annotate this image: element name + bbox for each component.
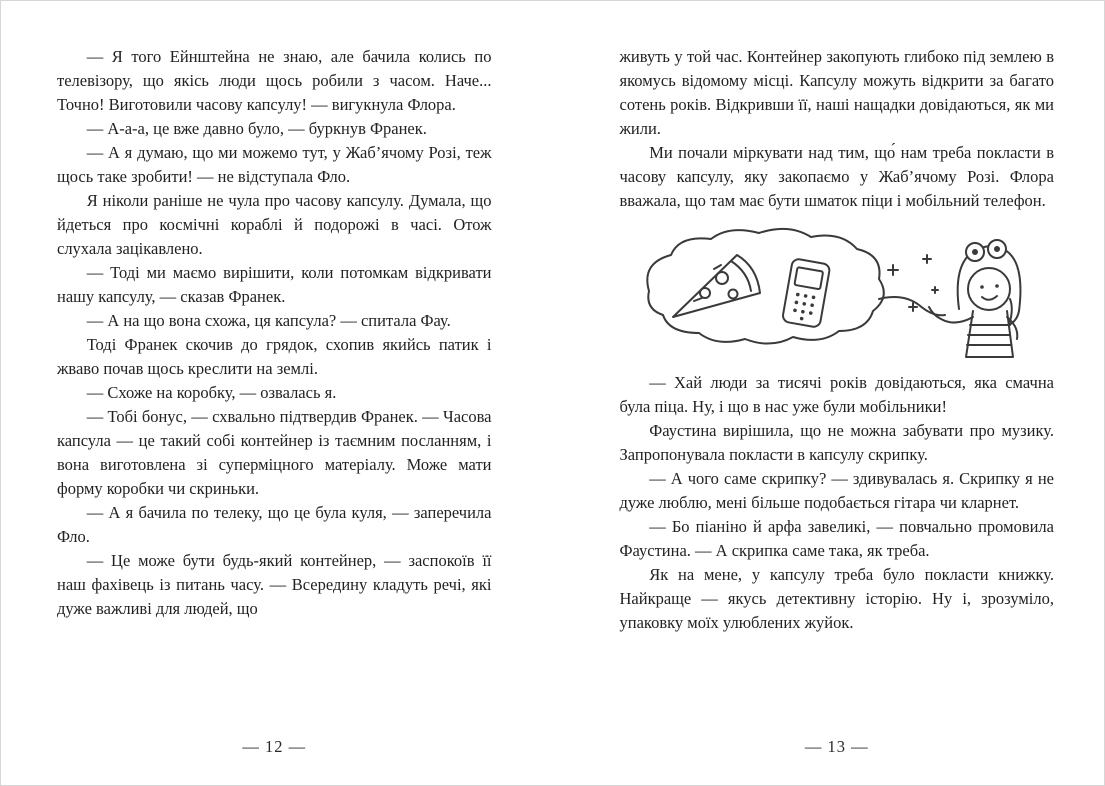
sparkles-icon [879,255,945,315]
page-right [620,45,1055,759]
paragraph: — Тоді ми маємо вирішити, коли потомкам відкривати нашу капсулу, — сказав Франек. [57,263,492,306]
page-left [57,45,492,759]
page-number: — 13 — [804,737,869,756]
paragraph: живуть у той час. Контейнер закопують глибоко під землею в якомусь відомому місці. Капсулу можуть відкрити за багато сотень років. Відкривши її, наші нащадки довідаються, як ми жили. [619,47,1054,138]
page-number: — 12 — [242,737,307,756]
thought-bubble-illustration [620,219,1055,367]
paragraph: — А на що вона схожа, ця капсула? — спитала Фау. [86,311,451,330]
paragraph: — Я того Ейнштейна не знаю, але бачила колись по телевізору, що якісь люди щось робили з часом. Наче... Точно! Виготовили часову капсулу! — вигукнула Флора. [57,47,492,114]
paragraph: Я ніколи раніше не чула про часову капсулу. Думала, що йдеться про космічні кораблі й подорожі в часі. Отож слухала зацікавлено. [57,191,492,258]
paragraph: Фаустина вирішила, що не можна забувати про музику. Запропонувала покласти в капсулу скрипку. [619,421,1054,464]
girl-character-icon [929,240,1020,357]
paragraph: — А чого саме скрипку? — здивувалась я. Скрипку я не дуже люблю, мені більше подобається гітара чи кларнет. [619,469,1054,512]
paragraph: — А я бачила по телеку, що це була куля, — заперечила Фло. [57,503,492,546]
paragraph: — Тобі бонус, — схвально підтвердив Франек. — Часова капсула — це такий собі контейнер із таємним посланням, і вона виготовлена зі суперміцного матеріалу. Може мати форму коробки чи скриньки. [57,407,492,498]
paragraph: — Хай люди за тисячі років довідаються, яка смачна була піца. Ну, і що в нас уже були мобільники! [619,373,1054,416]
paragraph: — А я думаю, що ми можемо тут, у Жаб’ячому Розі, теж щось таке зробити! — не відступала Фло. [57,143,492,186]
paragraph: Як на мене, у капсулу треба було покласти книжку. Найкраще — якусь детективну історію. Ну і, зрозуміло, упаковку моїх улюблених жуйок. [619,565,1054,632]
paragraph: Ми почали міркувати над тим, що́ нам треба покласти в часову капсулу, яку закопаємо у Жаб’ячому Розі. Флора вважала, що там має бути шматок піци і мобільний телефон. [619,143,1054,210]
paragraph: — А-а-а, це вже давно було, — буркнув Франек. [86,119,427,138]
thought-bubble-icon [647,229,883,344]
paragraph: — Схоже на коробку, — озвалась я. [86,383,337,402]
paragraph: — Бо піаніно й арфа завеликі, — повчально промовила Фаустина. — А скрипка саме така, як треба. [619,517,1054,560]
paragraph: Тоді Франек скочив до грядок, схопив якийсь патик і жваво почав щось креслити на землі. [57,335,492,378]
illustration-svg [621,219,1053,367]
paragraph: — Це може бути будь-який контейнер, — заспокоїв її наш фахівець із питань часу. — Всередину кладуть речі, які дуже важливі для людей, що [57,551,492,618]
